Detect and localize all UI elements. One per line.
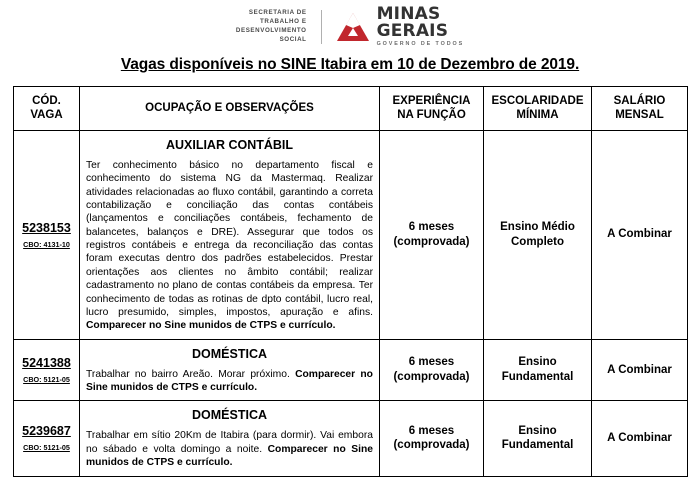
occupation-description-text: Trabalhar em sítio 20Km de Itabira (para dormir). Vai embora no sábado e volta domingo a noite. [86, 430, 373, 455]
cell-escolaridade [484, 130, 592, 339]
vacancies-table-wrapper [0, 86, 700, 477]
agency-line-2: TRABALHO E [260, 18, 307, 26]
cell-codigo [14, 339, 80, 401]
agency-line-3: DESENVOLVIMENTO [235, 27, 307, 34]
vacancy-cbo: CBO: 4131-10 [23, 239, 70, 249]
column-header-ocupacao-line1: OCUPAÇÃO E OBSERVAÇÕES [145, 102, 314, 115]
vacancies-table [13, 86, 688, 477]
column-header-experiencia-line2: NA FUNÇÃO [397, 109, 466, 122]
salary-value: A Combinar [607, 228, 672, 241]
education-line-2: Fundamental [501, 371, 574, 383]
cell-salario [592, 339, 688, 401]
header-divider [321, 10, 322, 44]
cell-ocupacao [80, 339, 380, 401]
cell-ocupacao [80, 401, 380, 476]
occupation-title: DOMÉSTICA [192, 346, 267, 361]
occupation-description [86, 159, 373, 333]
occupation-title: DOMÉSTICA [192, 408, 267, 423]
brand-line-1: MINAS [376, 4, 441, 25]
cell-experiencia [380, 339, 484, 401]
cell-escolaridade [484, 401, 592, 476]
column-header-salario-line1: SALÁRIO [613, 95, 666, 107]
agency-line-4: SOCIAL [279, 35, 307, 43]
cell-codigo [14, 401, 80, 476]
occupation-description [86, 368, 373, 395]
table-body [14, 130, 688, 476]
experience-line-1: 6 meses [408, 356, 455, 369]
cell-escolaridade [484, 339, 592, 401]
occupation-highlight: Comparecer no Sine munidos de CTPS e currículo. [86, 368, 373, 393]
vacancy-cbo: CBO: 5121-05 [23, 375, 70, 384]
table-row [14, 339, 688, 401]
table-header-row [14, 87, 688, 131]
column-header-ocupacao [80, 87, 380, 131]
table-row [14, 401, 688, 476]
column-header-salario [592, 87, 688, 131]
occupation-description-text: Trabalhar no bairro Areão. Morar próximo. [86, 368, 296, 380]
occupation-highlight: Comparecer no Sine munidos de CTPS e currículo. [86, 443, 373, 469]
vacancy-code: 5239687 [22, 424, 71, 439]
cell-salario [592, 401, 688, 476]
table-header [14, 87, 688, 131]
column-header-codigo-line1: CÓD. [32, 95, 61, 107]
cell-salario [592, 130, 688, 339]
education-line-1: Ensino [518, 356, 557, 369]
experience-line-2: (comprovada) [393, 235, 470, 248]
column-header-codigo [14, 87, 80, 131]
agency-line-1: SECRETARIA DE [248, 9, 307, 17]
vacancy-cbo: CBO: 5121-05 [23, 443, 70, 453]
brand-tagline: GOVERNO DE TODOS [376, 41, 465, 48]
column-header-experiencia [380, 87, 484, 131]
experience-line-1: 6 meses [408, 220, 455, 233]
experience-line-2: (comprovada) [393, 439, 470, 452]
cell-codigo [14, 130, 80, 339]
experience-line-2: (comprovada) [393, 371, 470, 383]
page-title: Vagas disponíveis no SINE Itabira em 10 de Dezembro de 2019. [120, 56, 580, 73]
occupation-description [86, 429, 373, 469]
column-header-salario-line2: MENSAL [615, 109, 664, 122]
column-header-escolaridade-line2: MÍNIMA [516, 109, 559, 122]
column-header-escolaridade [484, 87, 592, 131]
brand-line-2: GERAIS [376, 21, 449, 42]
minas-gerais-wordmark [377, 6, 465, 47]
occupation-highlight: Comparecer no Sine munidos de CTPS e currículo. [86, 320, 336, 332]
education-line-1: Ensino [518, 424, 557, 437]
column-header-codigo-line2: VAGA [30, 109, 63, 122]
education-line-1: Ensino Médio [500, 220, 575, 233]
education-line-2: Fundamental [501, 439, 574, 452]
document-header [0, 0, 700, 46]
column-header-experiencia-line1: EXPERIÊNCIA [392, 95, 471, 107]
column-header-escolaridade-line1: ESCOLARIDADE [491, 95, 584, 107]
vacancy-code: 5238153 [22, 220, 71, 235]
education-line-2: Completo [510, 235, 565, 248]
salary-value: A Combinar [607, 431, 672, 444]
cell-ocupacao [80, 130, 380, 339]
mountain-icon [336, 12, 370, 42]
occupation-title: AUXILIAR CONTÁBIL [165, 137, 294, 152]
experience-line-1: 6 meses [408, 424, 455, 437]
government-agency-text [236, 9, 307, 45]
table-row [14, 130, 688, 339]
vacancy-code: 5241388 [22, 356, 71, 370]
minas-gerais-logo [336, 6, 465, 47]
cell-experiencia [380, 130, 484, 339]
occupation-description-text: Ter conhecimento básico no departamento fiscal e conhecimento do sistema NG da Mastermaq. Realizar atividades relacionadas ao fluxo contábil, garantindo a correta contabilização e conciliação das contas contábeis (lançamentos e conciliações contábeis, fechamento de balancetes, balanços e DRE). Assegurar que todos os registros contábeis e entrega da reconciliação das contas foram executas dentro dos padrões estabelecidos. Prestar orientações aos clientes no âmbito contábil; realizar cadastramento no plano de contas contábeis da empresa. Ter conhecimento de todas as rotinas de dpto contábil, lucro real, lucro presumido, simples, impostos, apuração e afins. [86, 159, 373, 318]
cell-experiencia [380, 401, 484, 476]
salary-value: A Combinar [607, 363, 672, 376]
